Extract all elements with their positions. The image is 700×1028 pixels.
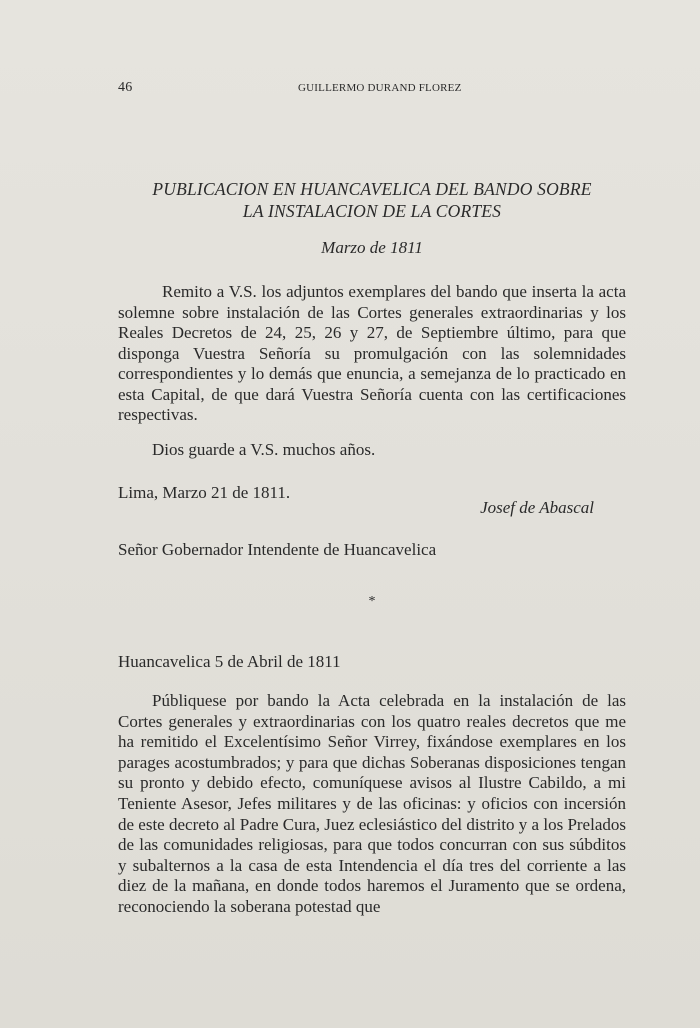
title-line-1: PUBLICACION EN HUANCAVELICA DEL BANDO SOBRE [152,179,592,199]
signature: Josef de Abascal [480,498,594,517]
decree-place-date: Huancavelica 5 de Abril de 1811 [118,652,341,671]
decree-body: Públiquese por bando la Acta celebrada en la instalación de las Cortes generales y extraordinarias con los quatro reales decretos que me ha remitido el Excelentísimo Señor Virrey, fixándose exemplares en los parages acostumbrados; y para que dichas Soberanas disposiciones tengan su pronto y debido efecto, comuníquese avisos al Ilustre Cabildo, a mi Teniente Asesor, Jefes militares y de las oficinas: y oficios con incersión de este decreto al Padre Cura, Juez eclesiástico del distrito y a los Prelados de las comunidades religiosas, para que todos concurran con sus súbditos y subalternos a la casa de esta Intendencia el día tres del corriente a las diez de la mañana, en donde todos haremos el Juramento que se ordena, reconociendo la soberana potestad que [118,691,626,916]
addressee: Señor Gobernador Intendente de Huancavelica [118,540,437,559]
page-number: 46 [118,80,133,95]
letter-place-date: Lima, Marzo 21 de 1811. [118,483,291,502]
section-separator: * [368,594,376,609]
running-title: GUILLERMO DURAND FLOREZ [298,82,462,94]
running-head [118,80,626,100]
date-heading: Marzo de 1811 [321,238,423,257]
letter-closing: Dios guarde a V.S. muchos años. [152,440,376,459]
document-title [118,178,626,222]
letter-body: Remito a V.S. los adjuntos exemplares del bando que inserta la acta solemne sobre instalación de las Cortes generales extraordinarias y los Reales Decretos de 24, 25, 26 y 27, de Septiembre último, para que disponga Vuestra Señoría su promulgación con las solemnidades correspondientes y lo demás que enuncia, a semejanza de lo practicado en esta Capital, de que dará Vuestra Señoría cuenta con las certificaciones respectivas. [118,282,626,424]
title-line-2: LA INSTALACION DE LA CORTES [242,201,502,221]
